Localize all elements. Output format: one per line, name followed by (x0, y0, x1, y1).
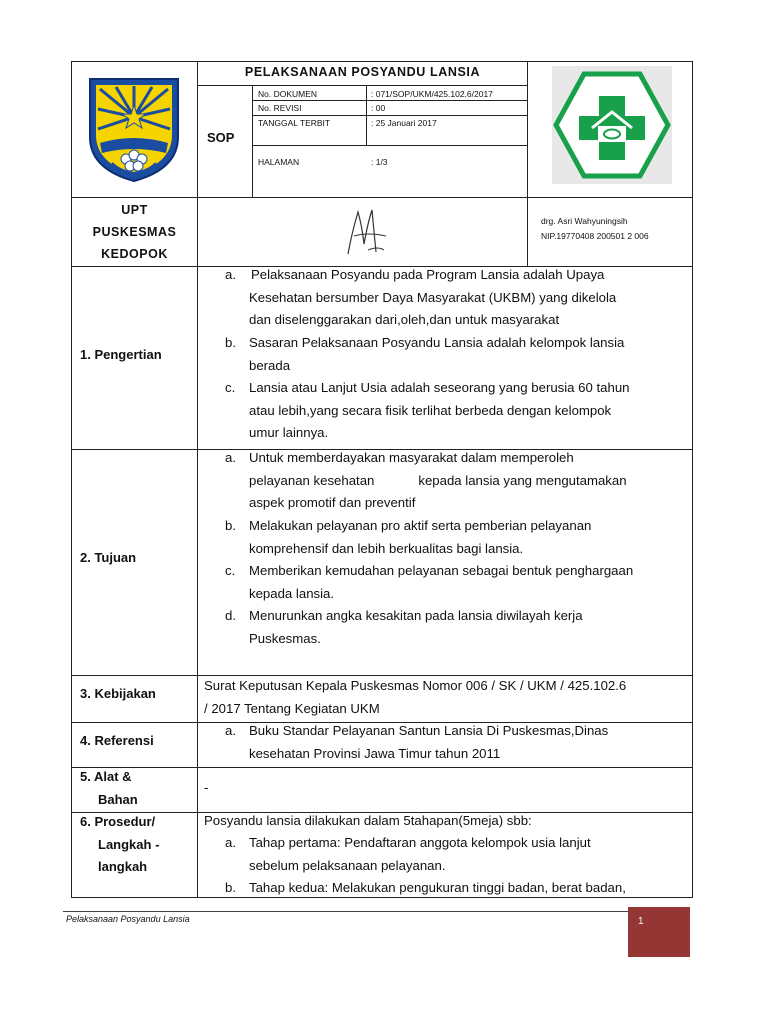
regency-emblem-icon (86, 73, 182, 185)
tools-value: - (204, 780, 209, 795)
info-row-revision: No. REVISI : 00 (258, 103, 386, 113)
page-number-badge (628, 907, 690, 957)
list-item: a. Buku Standar Pelayanan Santun Lansia Di Puskesmas,Dinas kesehatan Provinsi Jawa Timur tahun 2011 (225, 723, 609, 761)
list-item: a. Pelaksanaan Posyandu pada Program Lansia adalah Upaya Kesehatan bersumber Daya Masyarakat (UKBM) yang dikelola dan diselenggarakan dari,oleh,dan untuk masyarakat (225, 267, 617, 327)
section-referensi (71, 722, 693, 768)
sop-header (71, 61, 693, 198)
sop-label: SOP (197, 85, 253, 198)
regency-logo-cell (71, 61, 198, 198)
list-item: c. Memberikan kemudahan pelayanan sebagai bentuk penghargaan kepada lansia. (225, 563, 634, 601)
section-pengertian (71, 266, 693, 450)
page-number: 1 (638, 916, 644, 927)
puskesmas-logo-icon (552, 66, 672, 184)
procedure-intro: Posyandu lansia dilakukan dalam 5tahapan(5meja) sbb: (204, 813, 532, 828)
list-item: c. Lansia atau Lanjut Usia adalah seseorang yang berusia 60 tahun atau lebih,yang secara fisik terlihat berbeda dengan kelompok umur lainnya. (225, 380, 630, 440)
section-label: 3. Kebijakan (80, 686, 156, 701)
list-item: a. Untuk memberdayakan masyarakat dalam memperoleh pelayanan kesehatan kepada lansia yang mengutamakan aspek promotif dan preventif (225, 450, 627, 510)
list-item: d. Menurunkan angka kesakitan pada lansia diwilayah kerja Puskesmas. (225, 608, 583, 646)
section-tujuan (71, 449, 693, 676)
organization-name: UPT PUSKESMAS KEDOPOK (71, 197, 198, 267)
section-label: 4. Referensi (80, 733, 154, 748)
section-alat-bahan (71, 767, 693, 813)
document-title: PELAKSANAAN POSYANDU LANSIA (197, 61, 528, 86)
section-kebijakan (71, 675, 693, 723)
info-row-issue-date: TANGGAL TERBIT : 25 Januari 2017 (258, 118, 437, 128)
signer-info (527, 197, 693, 267)
document-info-table (252, 85, 528, 198)
info-row-document-number: No. DOKUMEN : 071/SOP/UKM/425.102.6/2017 (258, 89, 493, 99)
signer-nip: NIP.19770408 200501 2 006 (541, 231, 649, 241)
list-item: b. Tahap kedua: Melakukan pengukuran tinggi badan, berat badan, (225, 880, 626, 895)
section-label: 1. Pengertian (80, 347, 162, 362)
footer-divider (63, 911, 629, 912)
section-label: 2. Tujuan (80, 550, 137, 565)
list-item: a. Tahap pertama: Pendaftaran anggota kelompok usia lanjut sebelum pelaksanaan pelayanan. (225, 835, 591, 873)
footer-title: Pelaksanaan Posyandu Lansia (66, 914, 190, 924)
section-prosedur (71, 812, 693, 898)
authorization-row (71, 197, 693, 267)
signer-name: drg. Asri Wahyuningsih (541, 216, 628, 226)
policy-text: Surat Keputusan Kepala Puskesmas Nomor 006 / SK / UKM / 425.102.6 / 2017 Tentang Kegiatan UKM (204, 678, 627, 716)
section-label: 6. Prosedur/ Langkah - langkah (80, 814, 160, 874)
signature-cell (197, 197, 528, 267)
puskesmas-logo-cell (527, 61, 693, 198)
list-item: b. Melakukan pelayanan pro aktif serta pemberian pelayanan komprehensif dan lebih berkualitas bagi lansia. (225, 518, 592, 556)
list-item: b. Sasaran Pelaksanaan Posyandu Lansia adalah kelompok lansia berada (225, 335, 625, 373)
handwritten-signature-icon (338, 202, 398, 262)
info-row-page: HALAMAN : 1/3 (258, 157, 388, 167)
section-label: 5. Alat & Bahan (80, 769, 138, 807)
